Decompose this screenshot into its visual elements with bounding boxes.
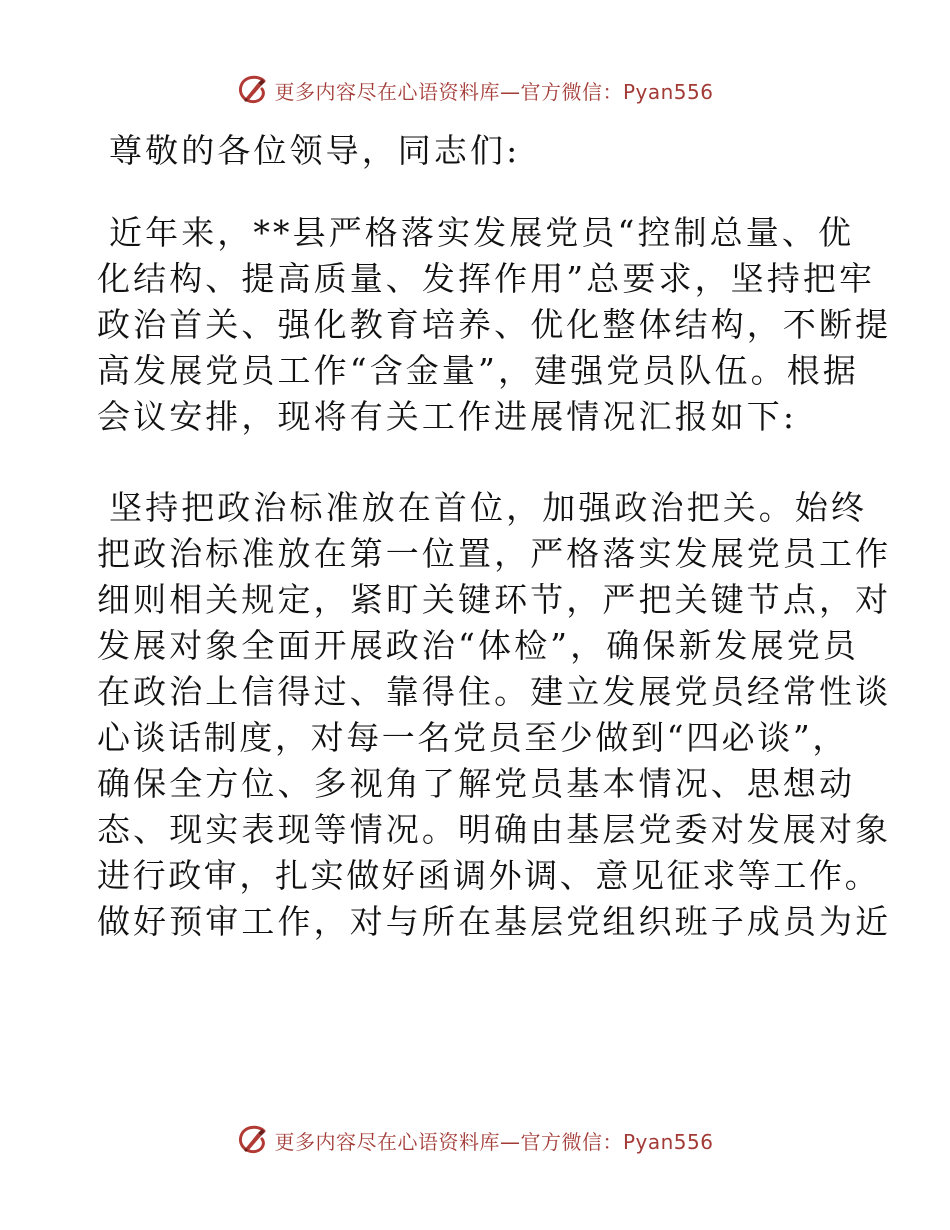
- text-line: 进行政审，扎实做好函调外调、意见征求等工作。: [97, 856, 881, 895]
- text-line: 心谈话制度，对每一名党员至少做到“四必谈”，: [97, 718, 848, 757]
- document-body: [97, 120, 892, 945]
- pen-logo-icon: [236, 1123, 270, 1157]
- text-line: 做好预审工作，对与所在基层党组织班子成员为近: [97, 902, 892, 941]
- text-line: 发展对象全面开展政治“体检”，确保新发展党员: [97, 626, 859, 665]
- text-line: 把政治标准放在第一位置，严格落实发展党员工作: [97, 534, 892, 573]
- text-line: 细则相关规定，紧盯关键环节，严把关键节点，对: [97, 580, 892, 619]
- pen-logo-icon: [236, 73, 270, 107]
- text-line: 化结构、提高质量、发挥作用”总要求，坚持把牢: [97, 259, 876, 298]
- paragraph-political-standard: [97, 485, 892, 944]
- header-watermark: [0, 70, 950, 110]
- text-line: 会议安排，现将有关工作进展情况汇报如下:: [97, 397, 798, 436]
- text-line: 高发展党员工作“含金量”，建强党员队伍。根据: [97, 351, 859, 390]
- text-line: 确保全方位、多视角了解党员基本情况、思想动: [97, 764, 856, 803]
- text-line: 政治首关、强化教育培养、优化整体结构，不断提: [97, 305, 892, 344]
- text-line: 近年来，**县严格落实发展党员“控制总量、优: [109, 213, 855, 252]
- text-line: 坚持把政治标准放在首位，加强政治把关。始终: [109, 488, 868, 527]
- footer-watermark: [0, 1120, 950, 1160]
- text-line: 态、现实表现等情况。明确由基层党委对发展对象: [97, 810, 892, 849]
- text-line: 在政治上信得过、靠得住。建立发展党员经常性谈: [97, 672, 892, 711]
- watermark-text: 更多内容尽在心语资料库—官方微信：Pyan556: [274, 1129, 714, 1154]
- salutation: 尊敬的各位领导，同志们:: [109, 131, 521, 170]
- paragraph-intro: [97, 210, 892, 439]
- watermark-text: 更多内容尽在心语资料库—官方微信：Pyan556: [274, 79, 714, 104]
